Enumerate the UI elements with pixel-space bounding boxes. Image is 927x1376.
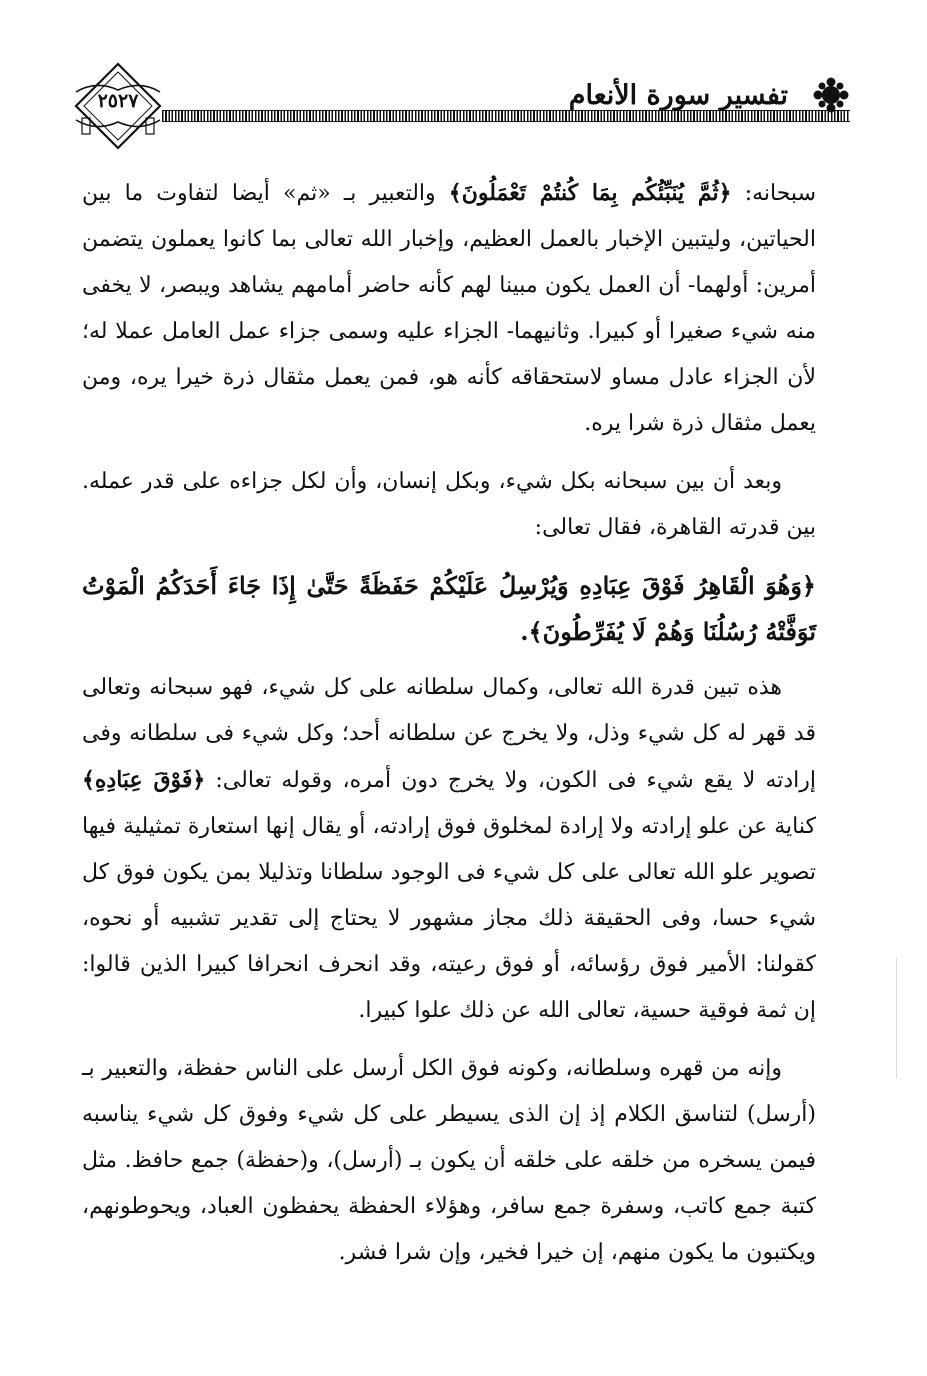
main-text [82, 170, 816, 1288]
page-title: تفسير سورة الأنعام [568, 80, 788, 111]
page-number: ٢٥٢٧ [97, 90, 139, 112]
paragraph-3-body: كناية عن علو إرادته ولا إرادة لمخلوق فوق إرادته، أو يقال إنها استعارة تمثيلية فيها تصوير علو الله تعالى على كل شيء فى الوجود سلطانا وتذليلا بمن يكون فوق كل شيء حسا، وفى الحقيقة ذلك مجاز مشهور لا يحتاج إلى تقدير تشبيه أو نحوه، كقولنا: الأمير فوق رؤسائه، أو فوق رعيته، وقد انحرف انحرافا كبيرا الذين قالوا: إن ثمة فوقية حسية، تعالى الله عن ذلك علوا كبيرا. [82, 814, 816, 1023]
flower-ornament-icon [812, 76, 850, 114]
quran-verse: ﴿وَهُوَ الْقَاهِرُ فَوْقَ عِبَادِهِ وَيُرْسِلُ عَلَيْكُمْ حَفَظَةً حَتَّىٰ إِذَا جَاءَ أَحَدَكُمُ الْمَوْتُ تَوَفَّتْهُ رُسُلُنَا وَهُمْ لَا يُفَرِّطُونَ﴾. [82, 571, 816, 646]
paragraph-4: وإنه من قهره وسلطانه، وكونه فوق الكل أرسل على الناس حفظة، والتعبير بـ (أرسل) لتناسق الكلام إذ إن الذى يسيطر على كل شيء وفوق كل شيء يناسبه فيمن يسخره من خلقه على خلقه أن يكون بـ (أرسل)، و(حفظة) جمع حافظ. مثل كتبة جمع كاتب، وسفرة جمع سافر، وهؤلاء الحفظة يحفظون العباد، ويحوطونهم، ويكتبون ما يكون منهم، إن خيرا فخير، وإن شرا فشر. [82, 1056, 816, 1265]
quran-quote-1: ﴿ثُمَّ يُنَبِّئُكُم بِمَا كُنتُمْ تَعْمَلُونَ﴾ [448, 180, 732, 206]
paragraph-1-body: والتعبير بـ «ثم» أيضا لتفاوت ما بين الحياتين، وليتبين الإخبار بالعمل العظيم، وإخبار الله تعالى بما كانوا يعملون يتضمن أمرين: أولهما- أن العمل يكون مبينا لهم كأنه حاضر أمامهم يشاهد ويبصر، لا يخفى منه شيء صغيرا أو كبيرا. وثانيهما- الجزاء عليه وسمى جزاء عمل العامل عملا له؛ لأن الجزاء عادل مساو لاستحقاقه كأنه هو، فمن يعمل مثقال ذرة خيرا يره، ومن يعمل مثقال ذرة شرا يره. [82, 181, 817, 436]
paragraph-2: وبعد أن بين سبحانه بكل شيء، وبكل إنسان، وأن لكل جزاءه على قدر عمله. بين قدرته القاهرة، فقال تعالى: [82, 469, 816, 540]
quran-quote-2: ﴿فَوْقَ عِبَادِهِ﴾ [82, 767, 206, 793]
paragraph-1-lead: سبحانه: [731, 181, 816, 206]
header-rule [162, 110, 850, 122]
paragraph-3-lead: هذه تبين قدرة الله تعالى، وكمال سلطانه على كل شيء، فهو سبحانه وتعالى قد قهر له كل شيء وذل، ولا يخرج عن سلطانه أحد؛ وكل شيء فى سلطانه وفى إرادته لا يقع شيء فى الكون، ولا يخرج دون أمره، وقوله تعالى: [82, 675, 817, 793]
scan-artifact-line [896, 958, 897, 1078]
paragraph-3 [82, 665, 816, 1034]
paragraph-1 [82, 170, 816, 447]
page-header [70, 58, 850, 158]
